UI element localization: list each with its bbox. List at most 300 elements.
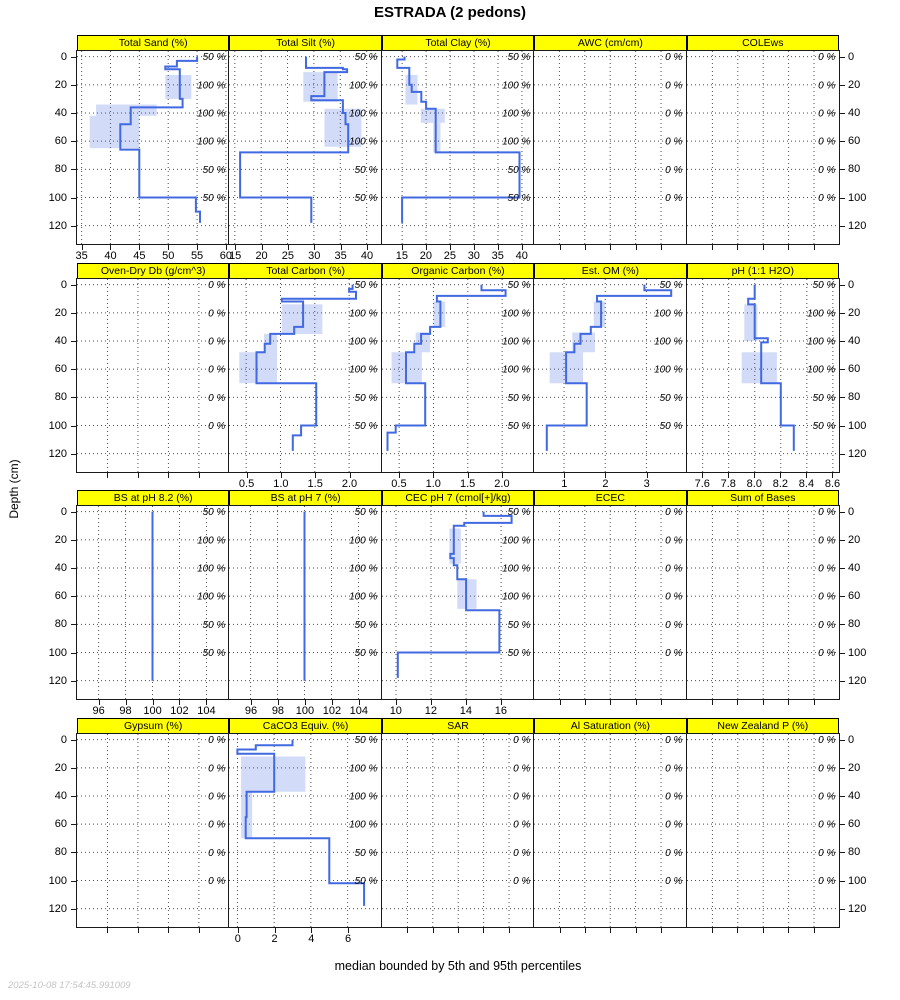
y-tick-label: 40 — [54, 334, 67, 347]
y-tick — [71, 768, 76, 769]
x-tick — [199, 473, 200, 478]
contributing-fraction-label: 50 % — [507, 193, 531, 205]
contributing-fraction-label: 0 % — [665, 619, 683, 631]
y-tick-label: 100 — [848, 646, 867, 659]
y-tick — [840, 198, 845, 199]
y-tick-label: 60 — [54, 363, 67, 376]
x-tick-label: 1.5 — [459, 478, 476, 490]
y-tick-label: 100 — [848, 419, 867, 432]
x-tick-label: 14 — [459, 705, 472, 717]
panel-total-carbon — [228, 278, 382, 473]
y-tick — [71, 909, 76, 910]
x-tick-label: 12 — [424, 705, 437, 717]
y-tick-label: 100 — [848, 191, 867, 204]
percentile-band — [90, 116, 140, 148]
contributing-fraction-label: 100 % — [349, 563, 378, 575]
y-tick-label: 60 — [54, 135, 67, 148]
x-tick-label: 30 — [467, 250, 480, 262]
y-tick-label: 20 — [54, 761, 67, 774]
contributing-fraction-label: 50 % — [202, 193, 226, 205]
contributing-fraction-label: 100 % — [501, 108, 531, 120]
x-tick-label: 50 — [162, 250, 175, 262]
y-tick — [840, 596, 845, 597]
x-tick-label: 55 — [190, 250, 204, 262]
x-tick-label: 102 — [170, 705, 189, 717]
percentile-band — [433, 302, 445, 327]
y-tick-label: 120 — [848, 674, 867, 687]
y-tick-label: 100 — [848, 874, 867, 887]
contributing-fraction-label: 100 % — [501, 136, 531, 148]
y-tick — [840, 740, 845, 741]
y-tick-label: 0 — [60, 50, 67, 63]
strip-total-clay: Total Clay (%) — [382, 35, 534, 51]
x-tick — [433, 928, 434, 933]
x-tick — [636, 245, 637, 250]
y-tick-label: 100 — [48, 646, 67, 659]
contributing-fraction-label: 0 % — [817, 507, 835, 519]
y-tick-label: 120 — [48, 902, 67, 915]
y-tick-label: 60 — [54, 590, 67, 603]
x-tick — [737, 245, 738, 250]
panel-caco3-equiv — [228, 733, 382, 928]
panel-organic-carbon — [381, 278, 535, 473]
contributing-fraction-label: 0 % — [665, 52, 683, 64]
contributing-fraction-label: 50 % — [202, 507, 226, 519]
contributing-fraction-label: 50 % — [507, 507, 531, 519]
panel-total-clay — [381, 50, 535, 245]
contributing-fraction-label: 0 % — [665, 563, 683, 575]
panel-canvas-ph-1-1-h2o — [687, 279, 839, 472]
y-tick — [840, 397, 845, 398]
x-tick-label: 96 — [92, 705, 105, 717]
contributing-fraction-label: 100 % — [349, 819, 378, 831]
x-tick-label: 0.5 — [238, 478, 255, 490]
contributing-fraction-label: 100 % — [501, 308, 531, 320]
contributing-fraction-label: 0 % — [512, 847, 531, 859]
depth-axis-label: Depth (cm) — [7, 459, 21, 519]
x-tick-label: 1.0 — [273, 478, 289, 490]
y-tick-label: 40 — [54, 789, 67, 802]
y-tick — [840, 313, 845, 314]
contributing-fraction-label: 50 % — [202, 648, 226, 660]
x-tick — [560, 928, 561, 933]
contributing-fraction-label: 0 % — [665, 847, 683, 859]
contributing-fraction-label: 100 % — [501, 364, 531, 376]
x-tick — [636, 700, 637, 705]
median-line — [547, 285, 671, 451]
contributing-fraction-label: 0 % — [817, 763, 835, 775]
x-tick — [168, 928, 169, 933]
y-tick-label: 60 — [848, 590, 861, 603]
percentile-band — [304, 72, 338, 102]
y-tick — [840, 653, 845, 654]
y-tick-label: 80 — [54, 846, 67, 859]
x-tick — [585, 928, 586, 933]
strip-sar: SAR — [382, 718, 534, 734]
y-tick — [71, 512, 76, 513]
y-tick — [71, 653, 76, 654]
x-tick-label: 0.5 — [391, 478, 407, 490]
strip-awc-cm-cm: AWC (cm/cm) — [534, 35, 686, 51]
y-tick-label: 20 — [848, 761, 861, 774]
y-tick-label: 20 — [848, 533, 861, 546]
y-tick-label: 20 — [848, 78, 861, 91]
x-tick — [712, 928, 713, 933]
x-tick — [737, 700, 738, 705]
y-tick — [840, 768, 845, 769]
contributing-fraction-label: 0 % — [817, 819, 835, 831]
contributing-fraction-label: 50 % — [812, 421, 835, 433]
contributing-fraction-label: 50 % — [355, 648, 378, 660]
contributing-fraction-label: 100 % — [349, 364, 378, 376]
y-tick — [840, 285, 845, 286]
panel-canvas-cec-ph-7-cmol-kg — [382, 506, 534, 699]
y-tick — [71, 169, 76, 170]
contributing-fraction-label: 0 % — [208, 819, 226, 831]
x-tick-label: 25 — [443, 250, 456, 262]
contributing-fraction-label: 0 % — [817, 876, 835, 888]
x-tick-label: 8.6 — [824, 478, 841, 490]
contributing-fraction-label: 100 % — [197, 136, 226, 148]
panel-bs-at-ph-7 — [228, 505, 382, 700]
contributing-fraction-label: 0 % — [665, 763, 683, 775]
strip-oven-dry-db-g-cm-3: Oven-Dry Db (g/cm^3) — [77, 263, 229, 279]
x-tick-label: 8.2 — [772, 478, 789, 490]
y-tick-label: 100 — [48, 874, 67, 887]
strip-total-silt: Total Silt (%) — [229, 35, 381, 51]
strip-organic-carbon: Organic Carbon (%) — [382, 263, 534, 279]
y-tick-label: 60 — [848, 135, 861, 148]
y-tick-label: 0 — [848, 278, 855, 291]
contributing-fraction-label: 0 % — [208, 280, 226, 292]
percentile-band — [572, 333, 595, 353]
x-tick-label: 1 — [561, 478, 568, 490]
x-tick — [138, 473, 139, 478]
x-tick-label: 1.5 — [307, 478, 323, 490]
y-tick-label: 100 — [48, 191, 67, 204]
y-tick — [71, 369, 76, 370]
y-tick-label: 120 — [48, 447, 67, 460]
panel-canvas-bs-at-ph-7 — [229, 506, 381, 699]
y-tick — [840, 85, 845, 86]
panel-sum-of-bases — [686, 505, 840, 700]
contributing-fraction-label: 0 % — [817, 193, 835, 205]
y-tick-label: 120 — [848, 447, 867, 460]
plot-caption: median bounded by 5th and 95th percentiles — [334, 959, 582, 973]
contributing-fraction-label: 0 % — [208, 392, 226, 404]
y-tick-label: 0 — [60, 733, 67, 746]
x-tick-label: 6 — [344, 933, 352, 945]
y-tick — [840, 426, 845, 427]
y-tick — [71, 141, 76, 142]
x-tick — [458, 928, 459, 933]
x-tick-label: 4 — [308, 933, 315, 945]
median-line — [398, 512, 512, 678]
panel-canvas-colews — [687, 51, 839, 244]
panel-gypsum — [76, 733, 230, 928]
panel-total-silt — [228, 50, 382, 245]
y-tick-label: 0 — [60, 505, 67, 518]
y-tick — [71, 824, 76, 825]
y-tick — [840, 512, 845, 513]
y-tick — [71, 796, 76, 797]
strip-ecec: ECEC — [534, 490, 686, 506]
contributing-fraction-label: 0 % — [665, 80, 683, 92]
y-tick-label: 80 — [54, 618, 67, 631]
panel-canvas-total-clay — [382, 51, 534, 244]
contributing-fraction-label: 50 % — [202, 52, 226, 64]
y-tick-label: 40 — [54, 561, 67, 574]
contributing-fraction-label: 0 % — [208, 364, 226, 376]
panel-canvas-awc-cm-cm — [534, 51, 686, 244]
x-tick — [814, 928, 815, 933]
y-tick-label: 60 — [54, 818, 67, 831]
x-tick-label: 98 — [119, 705, 132, 717]
panel-ph-1-1-h2o — [686, 278, 840, 473]
y-tick — [71, 881, 76, 882]
y-tick-label: 80 — [54, 391, 67, 404]
panel-bs-at-ph-8-2 — [76, 505, 230, 700]
x-tick-label: 104 — [349, 705, 369, 717]
contributing-fraction-label: 100 % — [806, 336, 835, 348]
y-tick-label: 40 — [848, 334, 861, 347]
contributing-fraction-label: 50 % — [202, 164, 226, 176]
y-tick — [71, 681, 76, 682]
panel-canvas-ecec — [534, 506, 686, 699]
contributing-fraction-label: 50 % — [355, 619, 378, 631]
x-tick-label: 16 — [494, 705, 508, 717]
panel-canvas-caco3-equiv — [229, 734, 381, 927]
contributing-fraction-label: 0 % — [817, 52, 835, 64]
y-tick-label: 60 — [848, 363, 861, 376]
contributing-fraction-label: 50 % — [507, 421, 531, 433]
y-tick-label: 80 — [848, 391, 861, 404]
contributing-fraction-label: 0 % — [208, 847, 226, 859]
x-tick — [814, 700, 815, 705]
x-tick-label: 104 — [197, 705, 216, 717]
contributing-fraction-label: 0 % — [817, 847, 835, 859]
strip-colews: COLEws — [687, 35, 839, 51]
percentile-band — [240, 352, 278, 383]
y-tick-label: 100 — [48, 419, 67, 432]
x-tick-label: 3 — [643, 478, 650, 490]
x-tick-label: 8.4 — [798, 478, 815, 490]
x-tick — [168, 473, 169, 478]
x-tick-label: 1.0 — [425, 478, 441, 490]
y-tick — [71, 740, 76, 741]
contributing-fraction-label: 0 % — [665, 164, 683, 176]
y-tick — [840, 169, 845, 170]
contributing-fraction-label: 50 % — [355, 876, 378, 888]
y-tick-label: 20 — [54, 78, 67, 91]
percentile-band — [96, 105, 157, 116]
y-tick-label: 0 — [848, 733, 855, 746]
y-tick — [71, 596, 76, 597]
x-tick-label: 30 — [308, 250, 321, 262]
panel-est-om — [533, 278, 687, 473]
contributing-fraction-label: 100 % — [501, 591, 531, 603]
strip-cec-ph-7-cmol-kg: CEC pH 7 (cmol[+]/kg) — [382, 490, 534, 506]
contributing-fraction-label: 50 % — [507, 648, 531, 660]
contributing-fraction-label: 0 % — [512, 735, 531, 747]
contributing-fraction-label: 50 % — [659, 280, 683, 292]
x-tick-label: 60 — [219, 250, 233, 262]
x-tick-label: 102 — [322, 705, 342, 717]
contributing-fraction-label: 0 % — [665, 791, 683, 803]
contributing-fraction-label: 100 % — [349, 308, 378, 320]
contributing-fraction-label: 0 % — [512, 791, 531, 803]
contributing-fraction-label: 0 % — [208, 735, 226, 747]
y-tick — [840, 881, 845, 882]
contributing-fraction-label: 0 % — [208, 876, 226, 888]
x-tick-label: 35 — [334, 250, 347, 262]
x-tick — [107, 928, 108, 933]
panel-canvas-bs-at-ph-8-2 — [77, 506, 229, 699]
x-tick — [712, 700, 713, 705]
panel-canvas-al-saturation — [534, 734, 686, 927]
contributing-fraction-label: 50 % — [355, 280, 378, 292]
x-tick — [560, 700, 561, 705]
strip-total-sand: Total Sand (%) — [77, 35, 229, 51]
y-tick-label: 40 — [848, 789, 861, 802]
y-tick — [840, 540, 845, 541]
y-tick — [840, 681, 845, 682]
contributing-fraction-label: 0 % — [208, 308, 226, 320]
y-tick-label: 120 — [48, 674, 67, 687]
x-tick — [610, 700, 611, 705]
contributing-fraction-label: 0 % — [512, 876, 531, 888]
y-tick — [71, 426, 76, 427]
contributing-fraction-label: 100 % — [349, 136, 378, 148]
contributing-fraction-label: 50 % — [507, 392, 531, 404]
y-tick — [840, 796, 845, 797]
contributing-fraction-label: 0 % — [817, 535, 835, 547]
y-tick — [840, 568, 845, 569]
x-tick — [661, 700, 662, 705]
x-tick — [661, 245, 662, 250]
plot-title: ESTRADA (2 pedons) — [374, 4, 526, 21]
percentile-band — [421, 109, 445, 123]
y-tick-label: 120 — [848, 902, 867, 915]
x-tick — [509, 928, 510, 933]
x-tick-label: 40 — [360, 250, 374, 262]
y-tick — [71, 397, 76, 398]
y-tick-label: 20 — [54, 533, 67, 546]
contributing-fraction-label: 0 % — [817, 591, 835, 603]
contributing-fraction-label: 100 % — [197, 80, 226, 92]
panel-colews — [686, 50, 840, 245]
y-tick-label: 40 — [54, 106, 67, 119]
x-tick-label: 40 — [515, 250, 528, 262]
x-tick-label: 20 — [419, 250, 432, 262]
x-tick-label: 2 — [271, 933, 278, 945]
x-tick — [788, 928, 789, 933]
y-tick — [71, 568, 76, 569]
contributing-fraction-label: 50 % — [355, 847, 378, 859]
x-tick-label: 98 — [271, 705, 285, 717]
contributing-fraction-label: 100 % — [197, 563, 226, 575]
x-tick-label: 25 — [281, 250, 295, 262]
strip-sum-of-bases: Sum of Bases — [687, 490, 839, 506]
contributing-fraction-label: 100 % — [349, 336, 378, 348]
x-tick — [763, 245, 764, 250]
y-tick — [71, 113, 76, 114]
contributing-fraction-label: 100 % — [197, 535, 226, 547]
x-tick-label: 7.8 — [720, 478, 736, 490]
panel-sar — [381, 733, 535, 928]
y-tick — [71, 85, 76, 86]
y-tick-label: 120 — [48, 219, 67, 232]
x-tick-label: 15 — [229, 250, 242, 262]
x-tick-label: 45 — [133, 250, 146, 262]
contributing-fraction-label: 50 % — [355, 392, 378, 404]
y-tick-label: 80 — [848, 846, 861, 859]
panel-canvas-oven-dry-db-g-cm-3 — [77, 279, 229, 472]
strip-al-saturation: Al Saturation (%) — [534, 718, 686, 734]
contributing-fraction-label: 0 % — [665, 876, 683, 888]
contributing-fraction-label: 0 % — [665, 136, 683, 148]
contributing-fraction-label: 100 % — [654, 336, 683, 348]
contributing-fraction-label: 0 % — [665, 535, 683, 547]
x-tick — [737, 928, 738, 933]
x-tick — [610, 245, 611, 250]
x-tick-label: 100 — [295, 705, 315, 717]
contributing-fraction-label: 100 % — [501, 80, 531, 92]
y-tick — [840, 369, 845, 370]
percentile-band — [433, 123, 440, 153]
y-tick-label: 40 — [848, 561, 861, 574]
contributing-fraction-label: 0 % — [665, 507, 683, 519]
strip-total-carbon: Total Carbon (%) — [229, 263, 381, 279]
strip-gypsum: Gypsum (%) — [77, 718, 229, 734]
contributing-fraction-label: 50 % — [659, 421, 683, 433]
x-tick — [814, 245, 815, 250]
y-tick — [71, 852, 76, 853]
x-tick — [712, 245, 713, 250]
y-tick-label: 80 — [848, 163, 861, 176]
x-tick-label: 15 — [395, 250, 409, 262]
contributing-fraction-label: 50 % — [507, 52, 531, 64]
contributing-fraction-label: 50 % — [355, 193, 378, 205]
contributing-fraction-label: 0 % — [208, 791, 226, 803]
strip-est-om: Est. OM (%) — [534, 263, 686, 279]
contributing-fraction-label: 0 % — [665, 648, 683, 660]
contributing-fraction-label: 0 % — [665, 591, 683, 603]
contributing-fraction-label: 50 % — [355, 421, 378, 433]
contributing-fraction-label: 0 % — [208, 336, 226, 348]
percentile-band — [415, 333, 429, 353]
contributing-fraction-label: 0 % — [817, 791, 835, 803]
x-tick — [763, 700, 764, 705]
panel-canvas-est-om — [534, 279, 686, 472]
y-tick — [71, 57, 76, 58]
contributing-fraction-label: 0 % — [512, 819, 531, 831]
contributing-fraction-label: 0 % — [817, 563, 835, 575]
y-tick-label: 20 — [54, 306, 67, 319]
contributing-fraction-label: 50 % — [507, 619, 531, 631]
contributing-fraction-label: 0 % — [208, 763, 226, 775]
contributing-fraction-label: 100 % — [501, 563, 531, 575]
contributing-fraction-label: 0 % — [817, 648, 835, 660]
x-tick-label: 96 — [244, 705, 258, 717]
y-tick — [71, 313, 76, 314]
contributing-fraction-label: 50 % — [355, 164, 378, 176]
x-tick-label: 0 — [234, 933, 241, 945]
contributing-fraction-label: 50 % — [659, 392, 683, 404]
y-tick-label: 20 — [848, 306, 861, 319]
y-tick — [840, 113, 845, 114]
x-tick-label: 10 — [389, 705, 402, 717]
